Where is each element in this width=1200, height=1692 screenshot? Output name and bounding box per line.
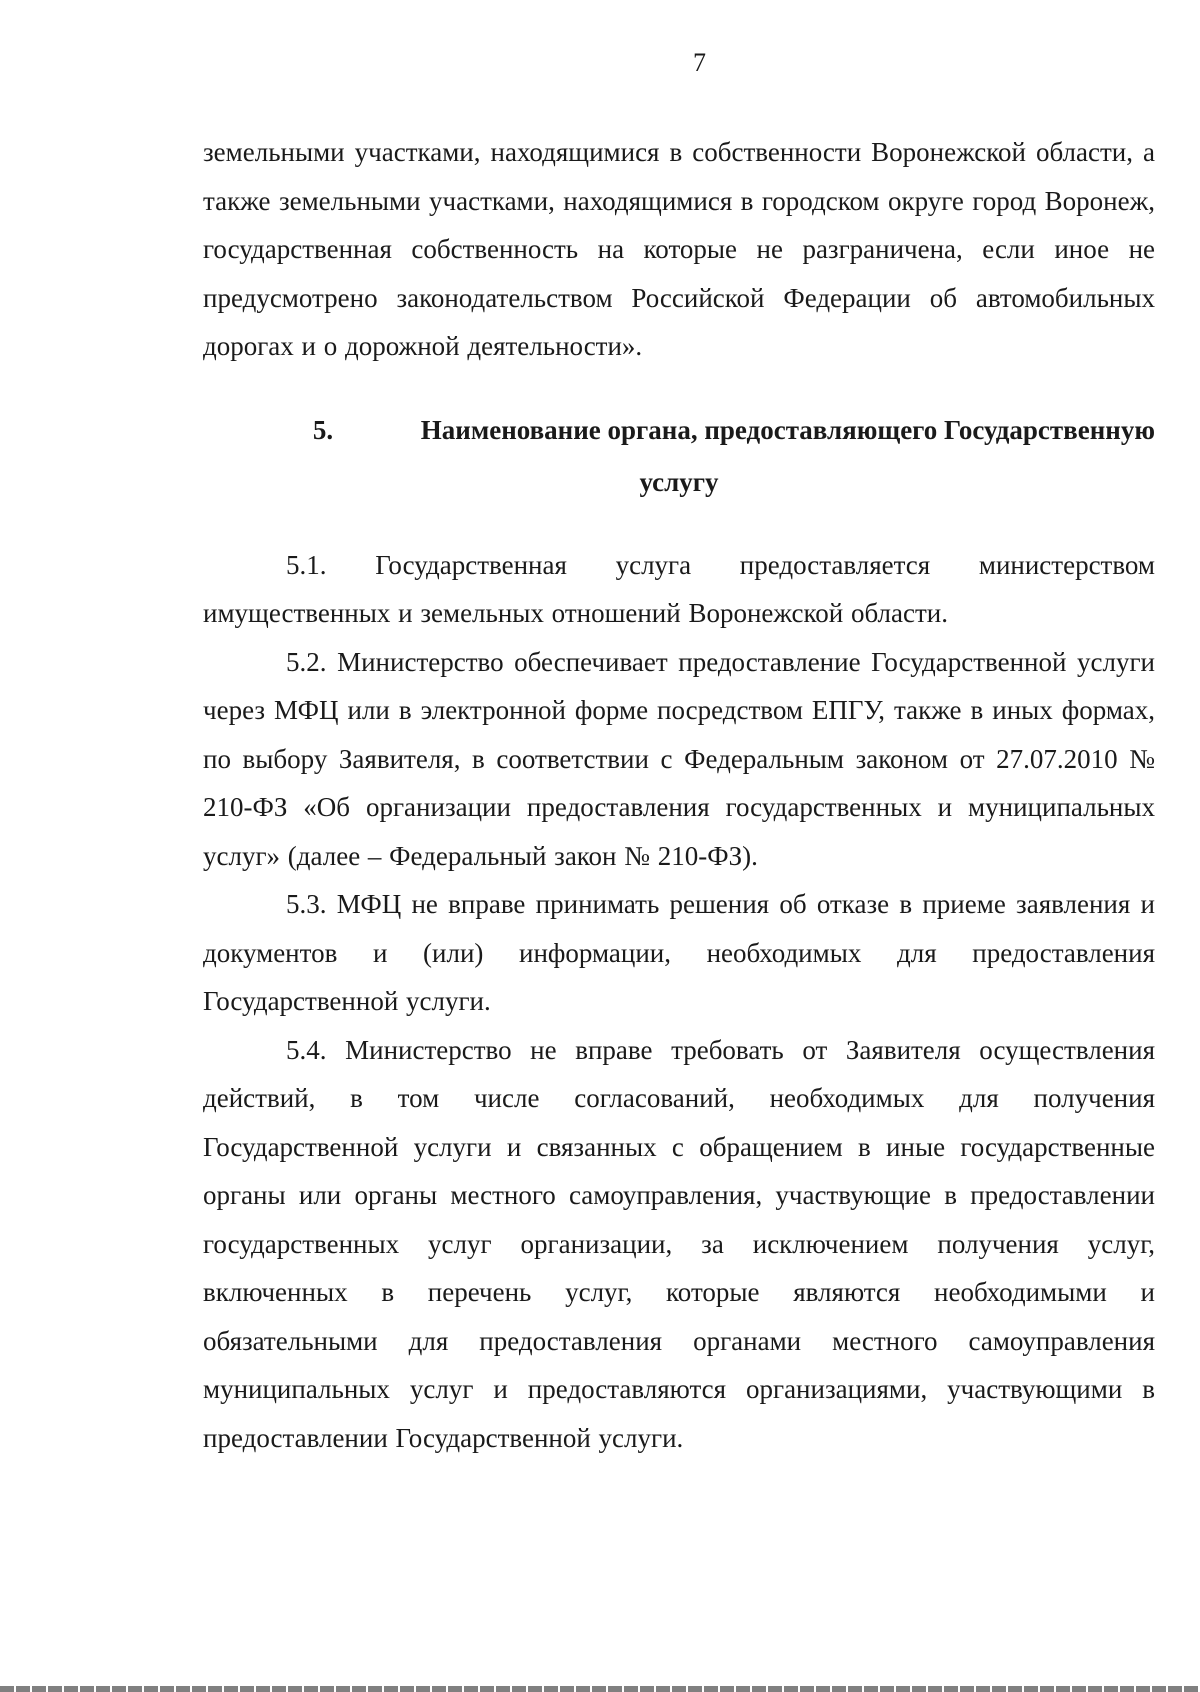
section-number: 5. — [312, 414, 334, 445]
paragraph-5-2: 5.2. Министерство обеспечивает предоставление Государственной услуги через МФЦ или в электронной форме посредством ЕПГУ, также в иных формах, по выбору Заявителя, в соответствии с Федеральным законом от 27.07.2010 № 210-ФЗ «Об организации предоставления государственных и муниципальных услуг» (далее – Федеральный закон № 210-ФЗ). — [203, 646, 1155, 871]
intro-paragraph: земельными участками, находящимися в собственности Воронежской области, а также земельными участками, находящимися в городском округе город Воронеж, государственная собственность на которые не разграничена, если иное не предусмотрено законодательством Российской Федерации об автомобильных дорогах и о дорожной деятельности». — [203, 137, 1155, 361]
section-heading-line1 — [203, 404, 1155, 456]
page-number: 7 — [693, 48, 707, 77]
section-title-line1: Наименование органа, предоставляющего Государственную — [420, 414, 1155, 445]
scan-bottom-edge — [0, 1686, 1200, 1692]
section-heading — [203, 404, 1155, 508]
paragraph-5-3: 5.3. МФЦ не вправе принимать решения об отказе в приеме заявления и документов и (или) информации, необходимых для предоставления Государственной услуги. — [203, 889, 1155, 1016]
paragraph-5-4: 5.4. Министерство не вправе требовать от Заявителя осуществления действий, в том числе согласований, необходимых для получения Государственной услуги и связанных с обращением в иные государственные органы или органы местного самоуправления, участвующие в предоставлении государственных услуг организации, за исключением получения услуг, включенных в перечень услуг, которые являются необходимыми и обязательными для предоставления органами местного самоуправления муниципальных услуг и предоставляются организациями, участвующими в предоставлении Государственной услуги. — [203, 1034, 1155, 1453]
section-title-line2: услугу — [639, 466, 719, 497]
document-body — [203, 128, 1155, 1462]
paragraph-5-1: 5.1. Государственная услуга предоставляется министерством имущественных и земельных отношений Воронежской области. — [203, 549, 1155, 628]
